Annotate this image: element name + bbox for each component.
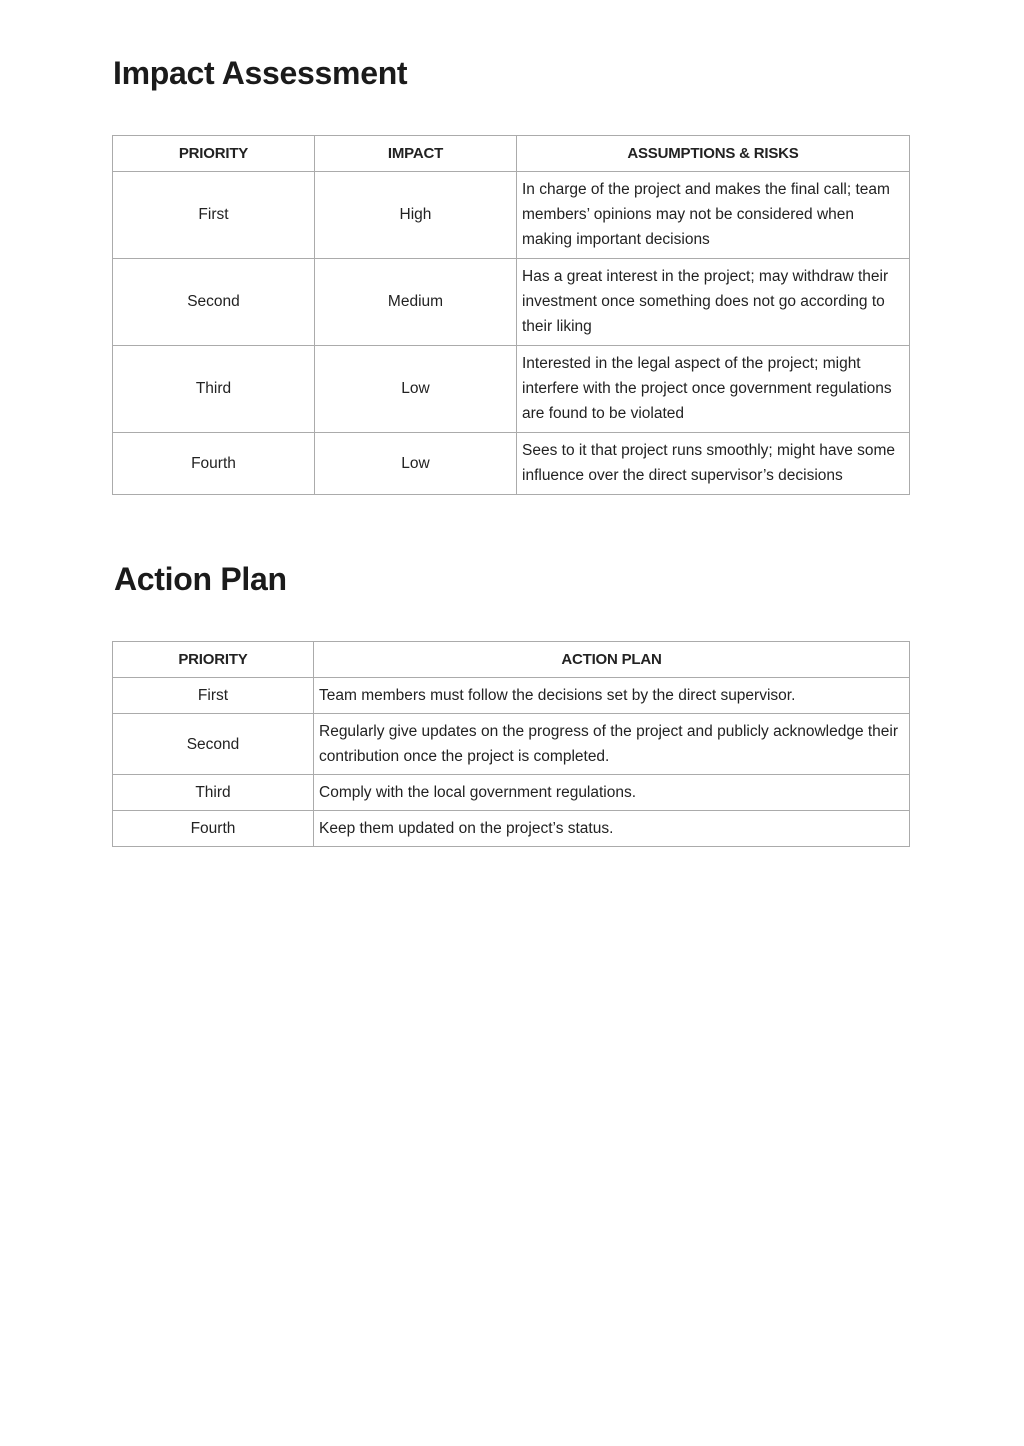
action-plan-table	[112, 641, 910, 847]
header-assumptions-risks: ASSUMPTIONS & RISKS	[517, 136, 910, 172]
priority-cell: Third	[113, 346, 315, 433]
table-row	[113, 259, 910, 346]
header-impact: IMPACT	[315, 136, 517, 172]
table-row	[113, 346, 910, 433]
header-priority: PRIORITY	[113, 642, 314, 678]
priority-cell: Fourth	[113, 433, 315, 495]
priority-cell: Fourth	[113, 811, 314, 847]
table-row	[113, 433, 910, 495]
priority-cell: Second	[113, 259, 315, 346]
table-row	[113, 172, 910, 259]
impact-cell: Low	[315, 346, 517, 433]
header-priority: PRIORITY	[113, 136, 315, 172]
priority-cell: Third	[113, 775, 314, 811]
action-cell: Comply with the local government regulations.	[314, 775, 910, 811]
impact-cell: Medium	[315, 259, 517, 346]
table-header-row	[113, 136, 910, 172]
assumptions-cell: Sees to it that project runs smoothly; might have some influence over the direct supervisor’s decisions	[517, 433, 910, 495]
action-cell: Regularly give updates on the progress of the project and publicly acknowledge their contribution once the project is completed.	[314, 714, 910, 775]
impact-cell: High	[315, 172, 517, 259]
priority-cell: Second	[113, 714, 314, 775]
table-row	[113, 811, 910, 847]
table-row	[113, 714, 910, 775]
header-action-plan: ACTION PLAN	[314, 642, 910, 678]
priority-cell: First	[113, 678, 314, 714]
priority-cell: First	[113, 172, 315, 259]
table-row	[113, 775, 910, 811]
action-cell: Team members must follow the decisions set by the direct supervisor.	[314, 678, 910, 714]
impact-cell: Low	[315, 433, 517, 495]
assumptions-cell: In charge of the project and makes the final call; team members’ opinions may not be considered when making important decisions	[517, 172, 910, 259]
action-plan-title: Action Plan	[114, 561, 287, 597]
table-header-row	[113, 642, 910, 678]
impact-assessment-table	[112, 135, 910, 495]
assumptions-cell: Interested in the legal aspect of the project; might interfere with the project once government regulations are found to be violated	[517, 346, 910, 433]
table-row	[113, 678, 910, 714]
assumptions-cell: Has a great interest in the project; may withdraw their investment once something does not go according to their liking	[517, 259, 910, 346]
impact-assessment-title: Impact Assessment	[113, 55, 408, 91]
action-cell: Keep them updated on the project’s status.	[314, 811, 910, 847]
